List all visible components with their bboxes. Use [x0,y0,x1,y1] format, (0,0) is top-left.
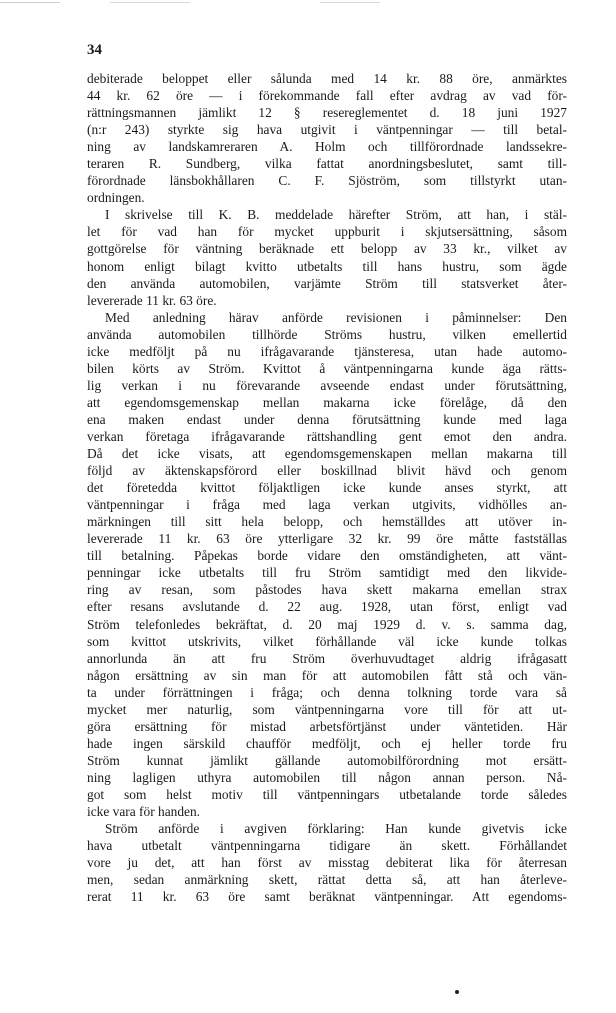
text-line: väntpenningar i fråga med laga verkan utgivits, vidhölles an- [87,497,567,513]
text-line: att egendomsgemenskap mellan makarna icke förelåge, då den [87,394,567,410]
body-text [87,70,567,905]
text-line: verkan företaga ifrågavarande rättshandling gent emot den andra. [87,428,567,444]
text-line: annorlunda än att fru Ström överhuvudtaget aldrig ifrågasatt [87,650,567,666]
text-line: ning av landskamreraren A. Holm och tillförordnade landssekre- [87,139,567,155]
text-line: rerat 11 kr. 63 öre samt beräknat väntpenningar. Att egendoms- [87,889,567,905]
text-line: (n:r 243) styrkte sig hava utgivit i väntpenningar — till betal- [87,122,567,138]
text-line: mycket mer naturlig, som väntpenningarna vore till för att ut- [87,701,567,717]
text-line: icke medföljt på nu ifrågavarande tjänsteresa, utan hade automo- [87,343,567,359]
stray-ink-dot [455,990,459,994]
text-line: got som helst motiv till väntpenningars utbetalande torde således [87,786,567,802]
text-line: som kvittot utskrivits, vilket förhållande väl icke kunde tolkas [87,633,567,649]
text-line: ring av resan, som påstodes hava skett makarna emellan strax [87,582,567,598]
text-line: följd av äktenskapsförord eller boskillnad blivit hävd och genom [87,463,567,479]
text-line: hava utbetalt väntpenningarna tidigare än skett. Förhållandet [87,838,567,854]
text-line: I skrivelse till K. B. meddelade härefter Ström, att han, i stäl- [105,207,567,223]
text-line: lig verkan i nu förevarande avseende endast under förutsättning, [87,377,567,393]
text-line: den använda automobilen, varjämte Ström till statsverket åter- [87,275,567,291]
text-line: göra ersättning för mistad arbetsförtjänst under väntetiden. Här [87,718,567,734]
paragraph-1 [87,70,567,206]
text-line: Ström kunnat jämlikt gällande automobilförordning mot ersätt- [87,752,567,768]
text-line: gottgörelse för väntning beräknade ett belopp av 33 kr., vilket av [87,241,567,257]
text-line: Ström telefonledes bekräftat, d. 20 maj 1929 d. v. s. samma dag, [87,616,567,632]
top-edge-rule [0,2,616,3]
text-line: efter resans avslutande d. 22 aug. 1928, utan först, enligt vad [87,599,567,615]
text-line: någon ersättning av sin man för att automobilen fått stå och vän- [87,667,567,683]
text-line: debiterade beloppet eller sålunda med 14 kr. 88 öre, anmärktes [87,71,567,86]
text-line: bilen körts av Ström. Kvittot å väntpenningarna kunde äga rätts- [87,360,567,376]
text-line: ena maken endast under denna förutsättning kunde med laga [87,411,567,427]
text-line: icke vara för handen. [87,804,201,820]
text-line: märkningen till sitt hela belopp, och hemställdes att utöver in- [87,514,567,530]
text-line: let för vad han för mycket uppburit i skjutsersättning, såsom [87,224,567,240]
text-line: ordningen. [87,190,145,206]
text-line: ta under förrättningen i fråga; och denna tolkning torde vara så [87,684,567,700]
text-line: teraren R. Sundberg, vilka fattat anordningsbeslutet, samt till- [87,156,567,172]
text-line: honom enligt bilagt kvitto utbetalts till hans hustru, som ägde [87,258,567,274]
text-line: levererade 11 kr. 63 öre ytterligare 32 kr. 99 öre måtte fastställas [87,531,567,547]
paragraph-2 [87,206,567,308]
text-line: 44 kr. 62 öre — i förekommande fall efter avdrag av vad för- [87,88,567,104]
text-line: Då det icke visats, att egendomsgemenskapen mellan makarna till [87,446,567,462]
text-line: Med anledning härav anförde revisionen i påminnelser: Den [105,309,567,325]
paragraph-3 [87,309,567,820]
text-line: Ström anförde i avgiven förklaring: Han kunde givetvis icke [105,821,567,837]
text-line: men, sedan anmärkning skett, rättat detta så, att han återleve- [87,872,567,888]
text-line: ning lagligen uthyra automobilen till någon annan person. Nå- [87,769,567,785]
text-line: rättningsmannen jämlikt 12 § resereglementet d. 18 juni 1927 [87,105,567,121]
text-line: levererade 11 kr. 63 öre. [87,292,217,308]
text-line: det företedda kvittot följaktligen icke kunde anses styrkt, att [87,480,567,496]
text-line: använda automobilen tillhörde Ströms hustru, vilken emellertid [87,326,567,342]
paragraph-4 [87,820,567,905]
text-line: förordnade länsbokhållaren C. F. Sjöström, som tillstyrkt utan- [87,173,567,189]
text-line: till betalning. Påpekas borde vidare den omständigheten, att vänt- [87,548,567,564]
text-line: hade ingen särskild chaufför medföljt, och ej heller torde fru [87,735,567,751]
text-line: vore ju det, att han först av misstag debiterat lika för återresan [87,855,567,871]
page-number: 34 [87,42,102,58]
text-line: penningar icke utbetalts till fru Ström samtidigt med den likvide- [87,565,567,581]
